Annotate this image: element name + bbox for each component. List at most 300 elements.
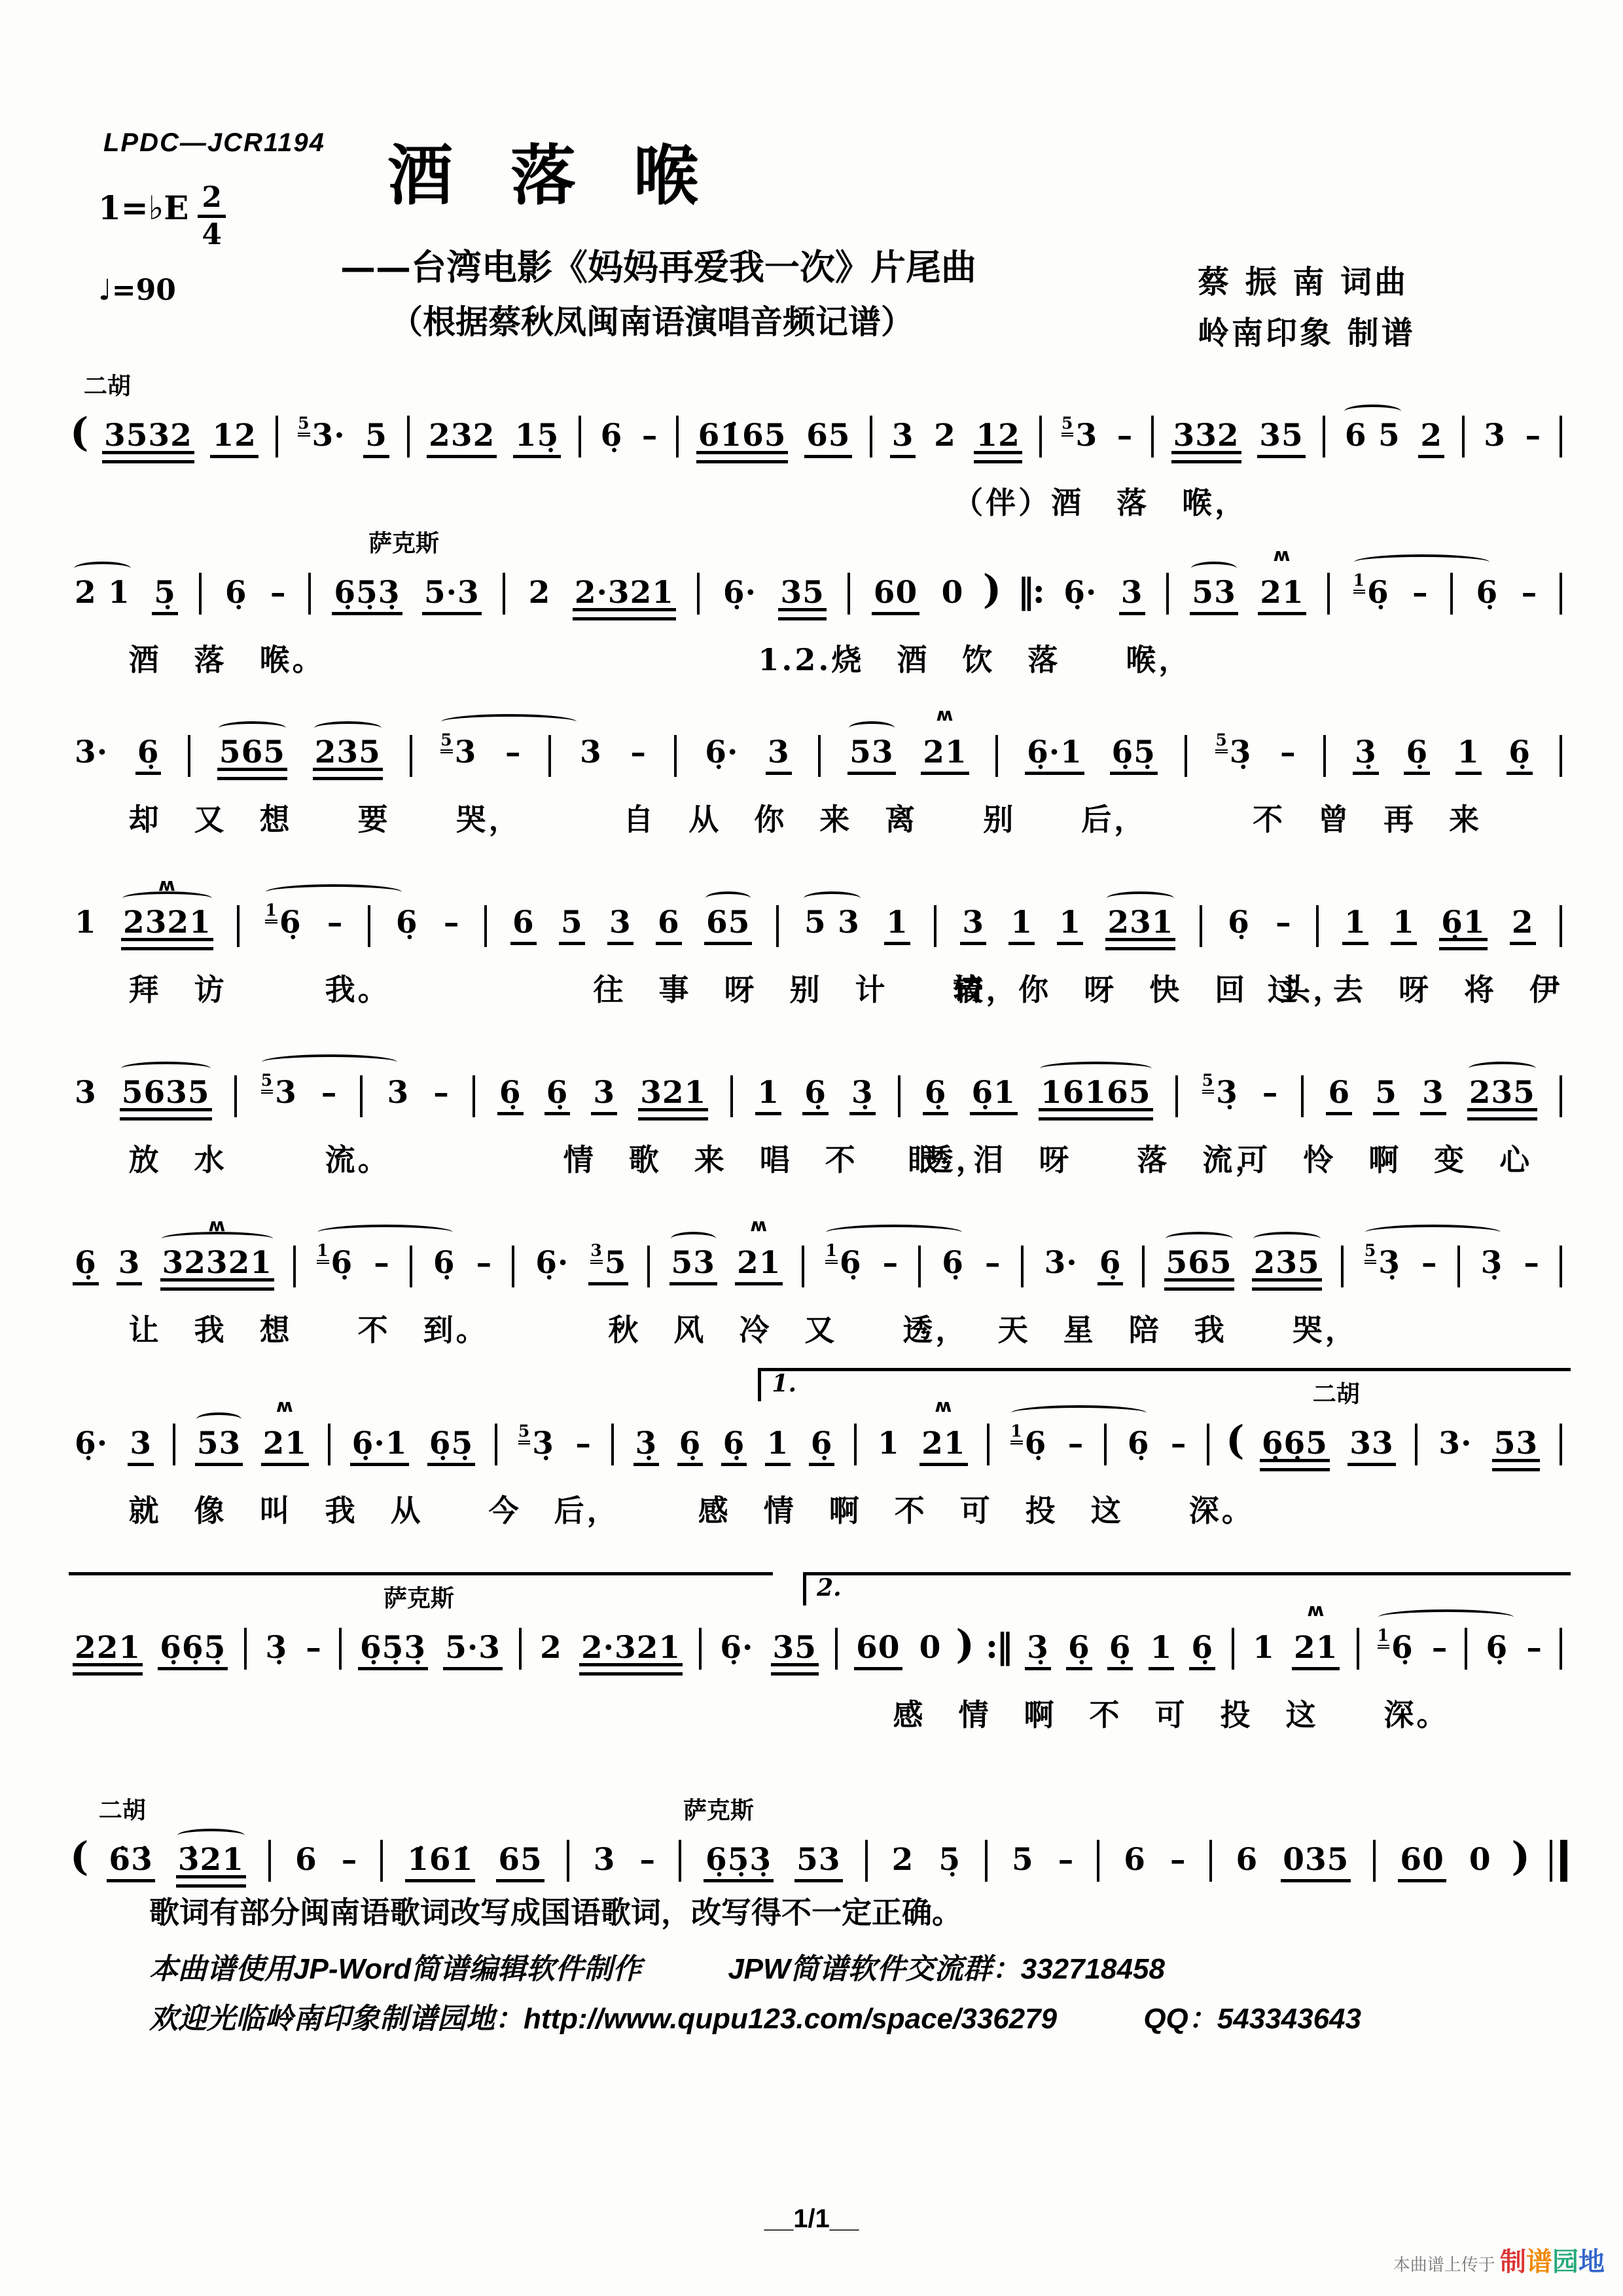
note-token: 3 bbox=[116, 1247, 143, 1285]
music-row bbox=[69, 1579, 1567, 1676]
barline bbox=[699, 1628, 702, 1670]
note-token: 60 bbox=[1398, 1844, 1446, 1882]
lyric-segment: 天 星 陪 我 哭， bbox=[997, 1312, 1358, 1348]
lyric-segment: 请 你 呀 快 回 头， bbox=[953, 972, 1346, 1007]
note-token: 2·321 bbox=[573, 577, 676, 620]
watermark-text: 本曲谱上传于 bbox=[1393, 2255, 1495, 2274]
duration-dash: – bbox=[1524, 1245, 1539, 1281]
note-token: 5̣ bbox=[152, 577, 178, 615]
watermark-logo-char: 地 bbox=[1578, 2248, 1605, 2276]
grace-note: 1 bbox=[1353, 571, 1365, 594]
music-system bbox=[69, 859, 1567, 1020]
note-token: 1 bbox=[1008, 907, 1035, 945]
footer-software-line bbox=[149, 1945, 1165, 1987]
note-token: 6̣ bbox=[433, 1245, 455, 1281]
note-token: 565 bbox=[1164, 1247, 1234, 1291]
lyric-segment: 让 我 想 不 到。 bbox=[128, 1312, 489, 1348]
note-token: 6̣· bbox=[535, 1245, 569, 1281]
lyric-segment: 酒 落 喉。 bbox=[128, 642, 325, 677]
note-token: 21 ʍ bbox=[735, 1247, 783, 1285]
barline bbox=[697, 573, 700, 615]
credit-notation: 岭南印象 制谱 bbox=[1198, 315, 1416, 351]
grace-note: 5 bbox=[1364, 1241, 1376, 1264]
barline bbox=[380, 1840, 383, 1882]
note-token: 6̣· bbox=[720, 1630, 754, 1666]
barline bbox=[865, 1840, 868, 1882]
barline bbox=[1142, 1246, 1145, 1287]
barline bbox=[484, 905, 487, 947]
music-system bbox=[69, 524, 1567, 690]
duration-dash: – bbox=[882, 1245, 899, 1281]
barline bbox=[567, 1840, 569, 1882]
note-token: $^5$3̣ bbox=[1215, 730, 1252, 770]
note-token: 2 bbox=[1418, 420, 1444, 458]
barline bbox=[995, 735, 998, 777]
note-token: 32321 ʍ bbox=[160, 1247, 275, 1291]
barline bbox=[647, 1246, 650, 1287]
duration-dash: – bbox=[1170, 1426, 1186, 1462]
barline bbox=[802, 1246, 804, 1287]
lyrics-row bbox=[69, 1127, 1567, 1190]
note-token: 6̣ bbox=[721, 1428, 747, 1466]
music-row bbox=[69, 367, 1567, 463]
barline bbox=[339, 1628, 342, 1670]
barline bbox=[985, 1840, 988, 1882]
volta-label: 2. bbox=[817, 1574, 842, 1602]
music-system bbox=[69, 1199, 1567, 1360]
barline bbox=[1175, 1075, 1178, 1117]
lyric-segment: 眼 泪 呀 落 流， bbox=[908, 1142, 1268, 1177]
barline bbox=[199, 573, 202, 615]
note-token: 6̣1 bbox=[970, 1077, 1018, 1115]
barline bbox=[1323, 735, 1326, 777]
barline bbox=[1462, 416, 1465, 457]
note-token: 3 bbox=[1484, 418, 1506, 454]
software-credit: 本曲谱使用JP-Word简谱编辑软件制作 bbox=[149, 1953, 642, 1985]
note-token: 3̇21 bbox=[176, 1844, 246, 1888]
duration-dash: – bbox=[1421, 1245, 1437, 1281]
note-token: $^1$6̣ bbox=[1008, 1423, 1048, 1463]
barline bbox=[1185, 735, 1187, 777]
duration-dash: – bbox=[1116, 418, 1133, 454]
music-row bbox=[69, 1791, 1567, 1888]
barline bbox=[368, 905, 370, 947]
grace-note: 5 bbox=[1061, 414, 1073, 437]
note-token: 6̣ bbox=[1107, 1632, 1133, 1670]
barline bbox=[1560, 416, 1562, 457]
note-token: 53 bbox=[669, 1247, 717, 1285]
note-token: 3· bbox=[1438, 1426, 1472, 1462]
grace-note: 5 bbox=[440, 730, 452, 753]
barline bbox=[495, 1424, 497, 1465]
note-token: $^5$3̣ bbox=[1363, 1242, 1402, 1282]
barline bbox=[676, 416, 679, 457]
lyrics-row bbox=[69, 1478, 1567, 1541]
subtitle-source: （根据蔡秋凤闽南语演唱音频记谱） bbox=[390, 302, 914, 341]
barline bbox=[1104, 1424, 1107, 1465]
lyrics-row bbox=[69, 1297, 1567, 1360]
note-token: 3 bbox=[593, 1842, 616, 1878]
note-token: 6̣ bbox=[1097, 1247, 1124, 1285]
note-token: 5 bbox=[363, 420, 389, 458]
note-token: 6̣5̣ bbox=[427, 1428, 475, 1466]
note-token: 6̣· bbox=[705, 734, 739, 770]
note-token: 1 bbox=[884, 907, 910, 945]
note-token: 6̣· bbox=[722, 575, 757, 611]
note-token: 6̣ bbox=[802, 1077, 829, 1115]
note-token: 1̇61̇ bbox=[405, 1844, 475, 1882]
note-token: 235 bbox=[1252, 1247, 1322, 1291]
barline bbox=[1200, 905, 1202, 947]
key-label: 1=♭E bbox=[98, 188, 189, 227]
duration-dash: – bbox=[1412, 575, 1428, 611]
duration-dash: – bbox=[1170, 1842, 1186, 1878]
note-token: 21 ʍ bbox=[919, 1428, 967, 1466]
note-token: 3̣ bbox=[1480, 1245, 1503, 1281]
barline bbox=[579, 416, 581, 457]
note-token: 2 1 bbox=[73, 577, 132, 612]
duration-dash: – bbox=[1525, 418, 1541, 454]
note-token: 6̣ bbox=[809, 1428, 835, 1466]
grace-note: 5 bbox=[1215, 730, 1227, 753]
note-token: 0 bbox=[919, 1630, 942, 1666]
note-token: 3 bbox=[387, 1075, 410, 1111]
barline bbox=[410, 735, 412, 777]
grace-note: 1 bbox=[1378, 1626, 1389, 1649]
duration-dash: – bbox=[505, 734, 521, 770]
lyric-segment: 过 去 呀 将 伊 bbox=[1268, 972, 1562, 1007]
barline bbox=[1357, 1628, 1359, 1670]
note-token: 232 bbox=[427, 420, 497, 458]
barline bbox=[611, 1424, 614, 1465]
note-token: 6 bbox=[1236, 1842, 1258, 1878]
note-token: $^3$5 bbox=[588, 1242, 628, 1285]
note-token: 3 bbox=[591, 1077, 617, 1115]
lyric-segment: 往 事 呀 别 计 较， bbox=[593, 972, 1019, 1007]
lyric-segment: 自 从 你 来 离 别 后， bbox=[623, 802, 1147, 837]
barline bbox=[1327, 573, 1330, 615]
duration-dash: – bbox=[476, 1245, 492, 1281]
note-token: 5635 bbox=[120, 1077, 212, 1121]
note-token: 6̣ bbox=[497, 1077, 524, 1115]
note-token: 6̣ bbox=[544, 1077, 571, 1115]
note-token: $^1$6̣ bbox=[1376, 1627, 1416, 1667]
note-token: 21 ʍ bbox=[1258, 577, 1306, 615]
note-token: $^1$6̣ bbox=[263, 902, 303, 942]
note-token: $^5$3· bbox=[298, 414, 346, 454]
barline bbox=[1560, 905, 1562, 947]
instrument-label: 萨克斯 bbox=[383, 1585, 454, 1612]
barline bbox=[1097, 1840, 1099, 1882]
barline bbox=[1232, 1628, 1234, 1670]
note-token: $^5$3̣ bbox=[1202, 1071, 1238, 1111]
duration-dash: – bbox=[1058, 1842, 1074, 1878]
lyric-segment: 秋 风 冷 又 透， bbox=[608, 1312, 969, 1348]
note-token: 5 bbox=[559, 907, 585, 945]
note-token: 6̣ bbox=[600, 418, 623, 454]
barline bbox=[730, 1075, 733, 1117]
barline bbox=[1316, 905, 1319, 947]
note-token: 6̣6̣5 bbox=[1260, 1428, 1330, 1471]
note-token: 3̣ bbox=[1353, 737, 1379, 775]
note-token: 0 bbox=[1469, 1842, 1491, 1878]
note-token: 6 bbox=[294, 1842, 317, 1878]
note-token: 3· bbox=[75, 734, 109, 770]
note-token: 2 bbox=[934, 418, 956, 454]
barline bbox=[1039, 416, 1042, 457]
note-token: 6̣ bbox=[1486, 1630, 1508, 1666]
note-token: 61̇65 bbox=[696, 420, 789, 463]
music-system bbox=[69, 689, 1567, 850]
duration-dash: – bbox=[433, 1075, 449, 1111]
note-token: 1 bbox=[1455, 737, 1482, 775]
watermark-logo-char: 园 bbox=[1552, 2248, 1578, 2276]
barline bbox=[1166, 573, 1169, 615]
duration-dash: – bbox=[1521, 575, 1537, 611]
music-system bbox=[69, 1370, 1567, 1541]
barline bbox=[407, 416, 410, 457]
note-token: $^1$6̣ bbox=[1351, 572, 1391, 612]
duration-dash: – bbox=[306, 1630, 321, 1666]
note-token: 1 bbox=[1253, 1630, 1275, 1666]
note-token: 21 ʍ bbox=[921, 737, 969, 775]
duration-dash: – bbox=[639, 1842, 655, 1878]
note-token: 1 bbox=[1342, 907, 1368, 945]
note-token: 6̣5̣3̣ bbox=[358, 1632, 428, 1670]
barline bbox=[410, 1246, 412, 1287]
note-token: 1 bbox=[1391, 907, 1417, 945]
barline bbox=[188, 735, 190, 777]
barline bbox=[1560, 1628, 1562, 1670]
grace-note: 5 bbox=[1202, 1071, 1214, 1094]
lyric-segment: 情 歌 来 唱 不 透， bbox=[563, 1142, 989, 1177]
note-token: 21 ʍ bbox=[261, 1428, 309, 1466]
barline bbox=[173, 1424, 175, 1465]
barline bbox=[870, 416, 872, 457]
note-token: 6 bbox=[1124, 1842, 1146, 1878]
qq-group: JPW简谱软件交流群：332718458 bbox=[728, 1953, 1165, 1985]
barline bbox=[512, 1246, 514, 1287]
grace-note: 5 bbox=[298, 414, 310, 437]
barline bbox=[1151, 416, 1154, 457]
barline bbox=[847, 573, 850, 615]
note-token: $^1$6̣ bbox=[315, 1242, 355, 1282]
final-barline bbox=[1550, 1840, 1567, 1882]
barline bbox=[1450, 573, 1453, 615]
subtitle: ——台湾电影《妈妈再爱我一次》片尾曲 bbox=[340, 246, 976, 288]
note-token: 1 bbox=[1057, 907, 1083, 945]
note-token: 21 ʍ bbox=[1292, 1632, 1340, 1670]
duration-dash: – bbox=[374, 1245, 389, 1281]
note-token: 3 bbox=[1420, 1077, 1446, 1115]
note-token: 60 bbox=[872, 577, 919, 615]
watermark-logo-char: 谱 bbox=[1526, 2248, 1552, 2276]
note-token: 6 5 bbox=[1343, 420, 1402, 455]
footer-site-line bbox=[149, 1995, 1361, 2037]
note-token: 221 bbox=[73, 1632, 143, 1676]
note-token: 0 bbox=[941, 575, 964, 611]
barline bbox=[519, 1628, 522, 1670]
barline bbox=[1021, 1246, 1024, 1287]
volta-label: 1. bbox=[772, 1370, 796, 1397]
instrument-label: 二胡 bbox=[98, 1797, 146, 1824]
note-token: 6̣·1 bbox=[350, 1428, 410, 1466]
note-token: 6̣· bbox=[75, 1426, 109, 1462]
note-token: 6̣5̣3̣ bbox=[332, 577, 402, 615]
barline bbox=[244, 1628, 247, 1670]
song-title: 酒落喉 bbox=[387, 137, 757, 214]
duration-dash: – bbox=[327, 905, 343, 941]
note-token: 6 bbox=[656, 907, 682, 945]
note-token: 2 bbox=[540, 1630, 562, 1666]
accompaniment-paren: ) bbox=[955, 1622, 974, 1668]
note-token: 35 bbox=[778, 577, 826, 620]
note-token: 5 3 bbox=[802, 907, 862, 942]
grace-note: 5 bbox=[261, 1071, 273, 1094]
note-token: 5 bbox=[1012, 1842, 1034, 1878]
tempo-marking: ♩=90 bbox=[98, 274, 176, 307]
note-token: $^5$3 bbox=[259, 1072, 299, 1112]
note-token: 6̣ bbox=[224, 575, 247, 611]
note-token: 3 bbox=[766, 737, 792, 775]
barline bbox=[1209, 1840, 1212, 1882]
accompaniment-paren: ) bbox=[982, 567, 1002, 613]
grace-note: 3 bbox=[590, 1241, 602, 1264]
lyrics-row bbox=[69, 627, 1567, 690]
lyric-segment: 感 情 啊 不 可 投 这 深。 bbox=[893, 1697, 1450, 1732]
note-token: 6̣ bbox=[1404, 737, 1430, 775]
instrument-label: 二胡 bbox=[1312, 1380, 1360, 1408]
barline bbox=[1457, 1246, 1460, 1287]
note-token: 6̣ bbox=[1476, 575, 1499, 611]
instrument-label: 二胡 bbox=[83, 372, 131, 400]
note-token: 3532 bbox=[102, 420, 194, 463]
barline bbox=[674, 735, 677, 777]
instrument-label: 萨克斯 bbox=[683, 1797, 754, 1824]
note-token: 3 bbox=[75, 1075, 97, 1111]
accompaniment-paren: ( bbox=[1226, 1418, 1245, 1463]
barline bbox=[328, 1424, 330, 1465]
barline bbox=[1560, 1246, 1562, 1287]
watermark-logo-char: 制 bbox=[1500, 2248, 1526, 2276]
duration-dash: – bbox=[443, 905, 459, 941]
note-token: 1 bbox=[755, 1077, 781, 1115]
note-token: 2321 ʍ bbox=[121, 907, 213, 950]
lyrics-row bbox=[69, 787, 1567, 850]
lyric-segment: 1.2.烧 酒 饮 落 喉， bbox=[758, 642, 1192, 677]
barline bbox=[360, 1075, 363, 1117]
duration-dash: – bbox=[270, 575, 286, 611]
barline bbox=[268, 1840, 271, 1882]
note-token: 15̣ bbox=[513, 420, 561, 458]
lyric-segment: 感 情 啊 不 可 投 这 深。 bbox=[698, 1493, 1255, 1528]
watermark-logo bbox=[1500, 2248, 1605, 2276]
note-token: 035 bbox=[1281, 1844, 1351, 1882]
lyric-segment: 可 怜 啊 变 心 bbox=[1238, 1142, 1533, 1177]
barline bbox=[1301, 1075, 1304, 1117]
note-token: 231 bbox=[1105, 907, 1175, 950]
barline bbox=[1560, 1075, 1562, 1117]
note-token: 6̣ bbox=[1507, 737, 1533, 775]
duration-dash: – bbox=[1262, 1075, 1278, 1111]
grace-note: 1 bbox=[825, 1241, 837, 1264]
note-token: 5·3 bbox=[443, 1632, 503, 1670]
note-token: 3 bbox=[960, 907, 986, 945]
music-row bbox=[69, 1029, 1567, 1121]
catalog-number: LPDC—JCR1194 bbox=[103, 128, 325, 157]
note-token: 53 bbox=[794, 1844, 842, 1882]
note-token: 65 bbox=[496, 1844, 544, 1882]
lyric-segment: 却 又 想 要 哭， bbox=[128, 802, 522, 837]
note-token: 1 bbox=[1149, 1632, 1175, 1670]
duration-dash: – bbox=[984, 1245, 1001, 1281]
duration-dash: – bbox=[341, 1842, 357, 1878]
note-token: 6̣5̣3̣ bbox=[704, 1844, 774, 1882]
note-token: 65 bbox=[704, 907, 752, 945]
note-token: $^5$3̣ bbox=[518, 1422, 554, 1462]
note-token: 6̣ bbox=[1228, 905, 1250, 941]
note-token: 235 bbox=[1467, 1077, 1537, 1121]
note-token: 6̣6̣5̣ bbox=[158, 1632, 228, 1670]
note-token: 6̇3̇ bbox=[107, 1844, 154, 1882]
accompaniment-paren: ) bbox=[1511, 1834, 1530, 1880]
barline bbox=[898, 1075, 901, 1117]
note-token: 3̣ bbox=[849, 1077, 876, 1115]
note-token: 3 bbox=[579, 734, 602, 770]
note-token: $^1$6̣ bbox=[823, 1242, 863, 1282]
barline bbox=[776, 905, 779, 947]
grace-note: 1 bbox=[317, 1241, 329, 1264]
note-token: 6̣1 bbox=[1439, 907, 1487, 950]
footer-note: 歌词有部分闽南语歌词改写成国语歌词，改写得不一定正确。 bbox=[149, 1895, 962, 1930]
time-signature-denominator: 4 bbox=[202, 218, 223, 251]
lyric-segment: 不 曾 再 来 bbox=[1253, 802, 1482, 837]
barline bbox=[1341, 1246, 1344, 1287]
note-token: 12 bbox=[974, 420, 1022, 463]
barline bbox=[818, 735, 821, 777]
note-token: 35 bbox=[1257, 420, 1305, 458]
note-token: 53 bbox=[847, 737, 895, 775]
note-token: 3̣ bbox=[1025, 1632, 1051, 1670]
note-token: 332 bbox=[1171, 420, 1241, 463]
duration-dash: – bbox=[641, 418, 658, 454]
note-token: 6̣·1 bbox=[1025, 737, 1084, 775]
note-token: 1 bbox=[75, 905, 97, 941]
barline bbox=[1465, 1628, 1467, 1670]
note-token: 5 bbox=[1373, 1077, 1399, 1115]
music-system bbox=[69, 1574, 1567, 1745]
note-token: 33 bbox=[1347, 1428, 1395, 1466]
duration-dash: – bbox=[1275, 905, 1291, 941]
accompaniment-paren: ( bbox=[70, 410, 89, 456]
note-token: 6̣· bbox=[1063, 575, 1097, 611]
repeat-barline: :‖ bbox=[985, 1626, 1012, 1666]
barline bbox=[854, 1424, 857, 1465]
duration-dash: – bbox=[1526, 1630, 1542, 1666]
note-token: 6̣ bbox=[73, 1247, 99, 1285]
note-token: 6̣ bbox=[942, 1245, 964, 1281]
note-token: 2 bbox=[891, 1842, 914, 1878]
music-row bbox=[69, 1199, 1567, 1291]
barline bbox=[1207, 1424, 1209, 1465]
duration-dash: – bbox=[575, 1426, 591, 1462]
barline bbox=[918, 1246, 921, 1287]
lyrics-row bbox=[69, 957, 1567, 1020]
watermark bbox=[1393, 2241, 1605, 2278]
note-token: 53 bbox=[1190, 577, 1238, 615]
note-token: 53 bbox=[195, 1428, 243, 1466]
note-token: 565 bbox=[217, 737, 287, 780]
